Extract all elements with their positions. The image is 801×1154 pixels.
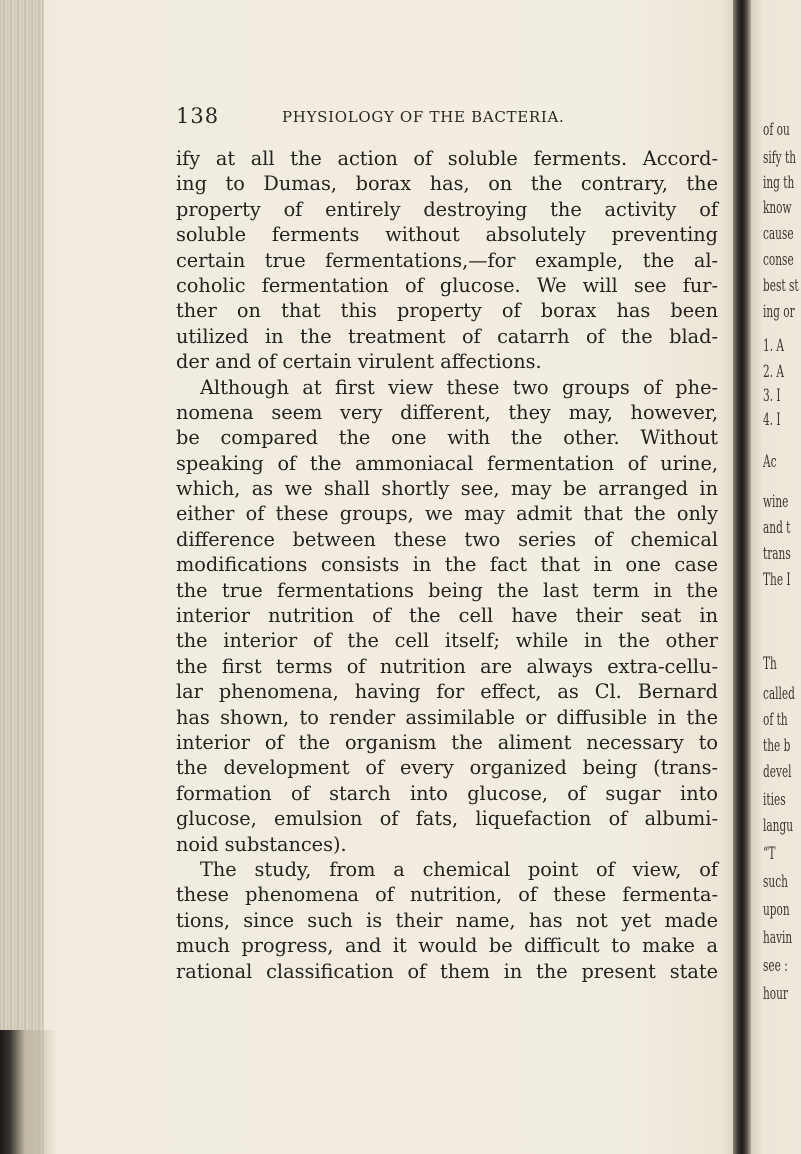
text-line: ther on that this property of borax has been bbox=[176, 299, 718, 323]
facing-text-fragment: such bbox=[763, 872, 788, 892]
text-line: der and of certain virulent affections. bbox=[176, 350, 542, 374]
facing-text-fragment: wine bbox=[763, 492, 789, 512]
text-line: noid substances). bbox=[176, 832, 347, 856]
text-line: property of entirely destroying the activity of bbox=[176, 197, 718, 221]
text-line: Although at first view these two groups of phe- bbox=[200, 375, 718, 399]
facing-text-fragment: upon bbox=[763, 900, 790, 920]
facing-text-fragment: 3. I bbox=[763, 386, 781, 406]
facing-text-fragment: ities bbox=[763, 790, 786, 810]
text-line: be compared the one with the other. Without bbox=[176, 426, 718, 450]
facing-text-fragment: Ac bbox=[763, 452, 777, 472]
text-line: certain true fermentations,—for example, the al- bbox=[176, 248, 718, 272]
facing-text-fragment: of ou bbox=[763, 120, 790, 140]
facing-text-fragment: called bbox=[763, 684, 795, 704]
text-line: interior of the organism the aliment necessary to bbox=[176, 730, 718, 754]
facing-text-fragment: langu bbox=[763, 816, 793, 836]
facing-text-fragment: of th bbox=[763, 710, 788, 730]
text-line: the interior of the cell itself; while in the other bbox=[176, 629, 718, 653]
text-line: modifications consists in the fact that in one case bbox=[176, 553, 718, 577]
text-line: the first terms of nutrition are always extra-cellu- bbox=[176, 654, 718, 678]
facing-text-fragment: the b bbox=[763, 736, 791, 756]
facing-text-fragment: conse bbox=[763, 250, 794, 270]
text-line: lar phenomena, having for effect, as Cl. Bernard bbox=[176, 680, 718, 704]
running-title: PHYSIOLOGY OF THE BACTERIA. bbox=[282, 108, 565, 126]
facing-text-fragment: see : bbox=[763, 956, 788, 976]
text-line: these phenomena of nutrition, of these fermenta- bbox=[176, 883, 718, 907]
text-line: coholic fermentation of glucose. We will see fur- bbox=[176, 273, 718, 297]
text-line: speaking of the ammoniacal fermentation of urine, bbox=[176, 451, 718, 475]
body-text bbox=[176, 146, 718, 984]
book-gutter bbox=[733, 0, 751, 1154]
left-page-edge bbox=[0, 0, 44, 1154]
text-line: has shown, to render assimilable or diffusible in the bbox=[176, 705, 718, 729]
facing-text-fragment: hour bbox=[763, 984, 788, 1004]
text-line: tions, since such is their name, has not yet made bbox=[176, 908, 718, 932]
facing-text-fragment: “T bbox=[763, 844, 776, 864]
page-number: 138 bbox=[176, 104, 220, 128]
facing-text-fragment: 1. A bbox=[763, 336, 785, 356]
facing-text-fragment: The I bbox=[763, 570, 791, 590]
text-line: nomena seem very different, they may, however, bbox=[176, 400, 718, 424]
text-line: glucose, emulsion of fats, liquefaction of albumi- bbox=[176, 807, 718, 831]
text-line: The study, from a chemical point of view, of bbox=[200, 857, 718, 881]
text-line: rational classification of them in the present state bbox=[176, 959, 718, 983]
text-line: ify at all the action of soluble ferments. Accord- bbox=[176, 147, 718, 170]
facing-page-edge bbox=[751, 0, 801, 1154]
facing-text-fragment: sify th bbox=[763, 148, 797, 168]
facing-text-fragment: ing or bbox=[763, 302, 795, 322]
text-line: utilized in the treatment of catarrh of the blad- bbox=[176, 324, 718, 348]
facing-text-fragment: trans bbox=[763, 544, 791, 564]
text-line: the development of every organized being (trans- bbox=[176, 756, 718, 780]
running-header bbox=[176, 104, 576, 128]
text-line: difference between these two series of chemical bbox=[176, 527, 718, 551]
text-line: either of these groups, we may admit that the only bbox=[176, 502, 718, 526]
text-line: which, as we shall shortly see, may be arranged in bbox=[176, 477, 718, 501]
text-line: formation of starch into glucose, of sugar into bbox=[176, 781, 718, 805]
text-line: the true fermentations being the last term in the bbox=[176, 578, 718, 602]
facing-text-fragment: 2. A bbox=[763, 362, 785, 382]
text-line: much progress, and it would be difficult to make a bbox=[176, 934, 718, 958]
facing-text-fragment: cause bbox=[763, 224, 794, 244]
text-line: ing to Dumas, borax has, on the contrary, the bbox=[176, 172, 718, 196]
facing-text-fragment: Th bbox=[763, 654, 777, 674]
facing-text-fragment: 4. I bbox=[763, 410, 781, 430]
text-line: soluble ferments without absolutely preventing bbox=[176, 223, 718, 247]
facing-text-fragment: havin bbox=[763, 928, 793, 948]
facing-text-fragment: know bbox=[763, 198, 792, 218]
facing-text-fragment: and t bbox=[763, 518, 791, 538]
text-line: interior nutrition of the cell have their seat in bbox=[176, 604, 718, 628]
facing-text-fragment: devel bbox=[763, 762, 792, 782]
facing-text-fragment: ing th bbox=[763, 173, 795, 193]
left-edge-shadow bbox=[0, 1030, 58, 1154]
facing-text-fragment: best st bbox=[763, 276, 799, 296]
